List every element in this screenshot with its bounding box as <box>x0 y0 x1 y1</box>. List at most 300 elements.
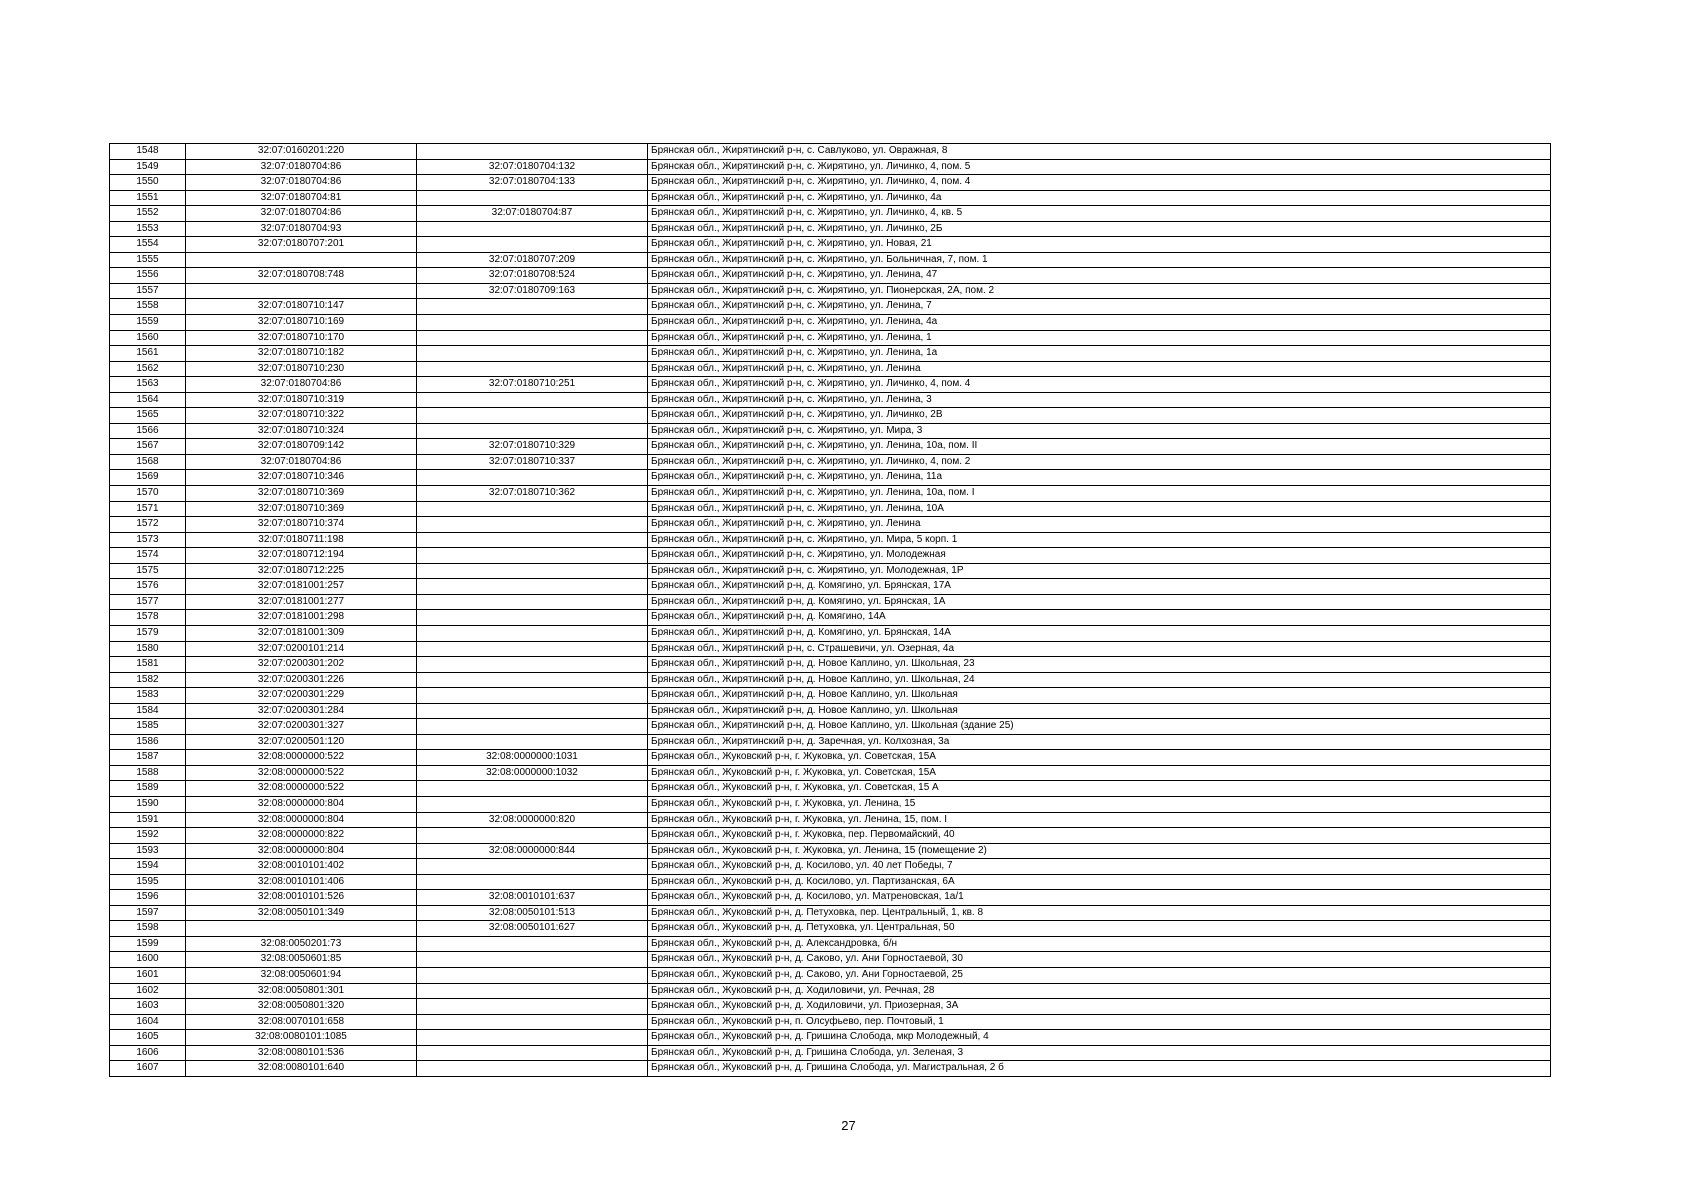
row-number-cell: 1602 <box>110 983 186 999</box>
cadastral-number-cell: 32:08:0050101:349 <box>186 905 417 921</box>
cadastral-number-cell: 32:07:0180704:86 <box>186 175 417 191</box>
cadastral-number-cell: 32:08:0000000:804 <box>186 812 417 828</box>
table-row <box>110 657 1551 673</box>
row-number-cell: 1586 <box>110 734 186 750</box>
address-cell: Брянская обл., Жуковский р-н, д. Петуховка, ул. Центральная, 50 <box>648 921 1551 937</box>
cadastral-number-cell: 32:08:0010101:526 <box>186 890 417 906</box>
table-row <box>110 1045 1551 1061</box>
table-row <box>110 377 1551 393</box>
table-row <box>110 641 1551 657</box>
cadastral-number-cell: 32:08:0010101:402 <box>186 859 417 875</box>
address-cell: Брянская обл., Жуковский р-н, п. Олсуфьево, пер. Почтовый, 1 <box>648 1014 1551 1030</box>
cadastral-number-cell: 32:07:0180710:182 <box>186 346 417 362</box>
table-row <box>110 408 1551 424</box>
related-cadastral-number-cell <box>417 952 648 968</box>
cadastral-number-cell: 32:07:0180710:319 <box>186 392 417 408</box>
row-number-cell: 1568 <box>110 454 186 470</box>
table-row <box>110 703 1551 719</box>
row-number-cell: 1581 <box>110 657 186 673</box>
related-cadastral-number-cell <box>417 936 648 952</box>
row-number-cell: 1577 <box>110 594 186 610</box>
table-row <box>110 454 1551 470</box>
table-row <box>110 967 1551 983</box>
page-number: 27 <box>841 1118 856 1133</box>
table-row <box>110 423 1551 439</box>
related-cadastral-number-cell <box>417 610 648 626</box>
related-cadastral-number-cell: 32:07:0180709:163 <box>417 283 648 299</box>
related-cadastral-number-cell <box>417 330 648 346</box>
address-cell: Брянская обл., Жуковский р-н, г. Жуковка, пер. Первомайский, 40 <box>648 828 1551 844</box>
row-number-cell: 1569 <box>110 470 186 486</box>
table-row <box>110 905 1551 921</box>
cadastral-number-cell <box>186 252 417 268</box>
related-cadastral-number-cell <box>417 517 648 533</box>
related-cadastral-number-cell: 32:08:0000000:820 <box>417 812 648 828</box>
registry-table-body <box>110 144 1551 1077</box>
cadastral-number-cell: 32:08:0050801:320 <box>186 999 417 1015</box>
address-cell: Брянская обл., Жирятинский р-н, с. Жирятино, ул. Молодежная <box>648 548 1551 564</box>
row-number-cell: 1571 <box>110 501 186 517</box>
cadastral-number-cell: 32:07:0180710:369 <box>186 501 417 517</box>
table-row <box>110 206 1551 222</box>
cadastral-number-cell: 32:08:0000000:522 <box>186 750 417 766</box>
related-cadastral-number-cell: 32:07:0180710:251 <box>417 377 648 393</box>
row-number-cell: 1578 <box>110 610 186 626</box>
cadastral-number-cell: 32:07:0180710:170 <box>186 330 417 346</box>
cadastral-number-cell: 32:07:0160201:220 <box>186 144 417 160</box>
related-cadastral-number-cell <box>417 1014 648 1030</box>
related-cadastral-number-cell <box>417 346 648 362</box>
cadastral-number-cell: 32:07:0200301:229 <box>186 688 417 704</box>
row-number-cell: 1579 <box>110 625 186 641</box>
row-number-cell: 1565 <box>110 408 186 424</box>
row-number-cell: 1557 <box>110 283 186 299</box>
address-cell: Брянская обл., Жирятинский р-н, с. Жирятино, ул. Ленина, 11а <box>648 470 1551 486</box>
row-number-cell: 1548 <box>110 144 186 160</box>
row-number-cell: 1573 <box>110 532 186 548</box>
row-number-cell: 1556 <box>110 268 186 284</box>
related-cadastral-number-cell <box>417 657 648 673</box>
table-row <box>110 781 1551 797</box>
row-number-cell: 1554 <box>110 237 186 253</box>
table-row <box>110 330 1551 346</box>
table-row <box>110 999 1551 1015</box>
address-cell: Брянская обл., Жирятинский р-н, с. Жирятино, ул. Ленина, 10а, пом. II <box>648 439 1551 455</box>
table-row <box>110 470 1551 486</box>
related-cadastral-number-cell: 32:07:0180708:524 <box>417 268 648 284</box>
cadastral-number-cell: 32:07:0180704:93 <box>186 221 417 237</box>
address-cell: Брянская обл., Жуковский р-н, д. Ходиловичи, ул. Приозерная, 3А <box>648 999 1551 1015</box>
related-cadastral-number-cell: 32:08:0000000:1032 <box>417 765 648 781</box>
table-row <box>110 548 1551 564</box>
cadastral-number-cell: 32:08:0000000:522 <box>186 765 417 781</box>
related-cadastral-number-cell: 32:07:0180710:337 <box>417 454 648 470</box>
related-cadastral-number-cell <box>417 470 648 486</box>
table-row <box>110 346 1551 362</box>
table-row <box>110 1030 1551 1046</box>
row-number-cell: 1572 <box>110 517 186 533</box>
row-number-cell: 1598 <box>110 921 186 937</box>
address-cell: Брянская обл., Жуковский р-н, г. Жуковка, ул. Советская, 15А <box>648 750 1551 766</box>
cadastral-number-cell: 32:08:0000000:522 <box>186 781 417 797</box>
address-cell: Брянская обл., Жуковский р-н, г. Жуковка, ул. Ленина, 15 <box>648 796 1551 812</box>
address-cell: Брянская обл., Жирятинский р-н, д. Новое Каплино, ул. Школьная, 24 <box>648 672 1551 688</box>
table-row <box>110 252 1551 268</box>
table-row <box>110 283 1551 299</box>
address-cell: Брянская обл., Жирятинский р-н, с. Жирятино, ул. Новая, 21 <box>648 237 1551 253</box>
related-cadastral-number-cell <box>417 315 648 331</box>
related-cadastral-number-cell: 32:08:0050101:513 <box>417 905 648 921</box>
related-cadastral-number-cell <box>417 796 648 812</box>
row-number-cell: 1595 <box>110 874 186 890</box>
address-cell: Брянская обл., Жирятинский р-н, с. Жирятино, ул. Личинко, 2В <box>648 408 1551 424</box>
address-cell: Брянская обл., Жирятинский р-н, д. Новое Каплино, ул. Школьная (здание 25) <box>648 719 1551 735</box>
cadastral-number-cell: 32:07:0181001:298 <box>186 610 417 626</box>
related-cadastral-number-cell <box>417 672 648 688</box>
row-number-cell: 1562 <box>110 361 186 377</box>
address-cell: Брянская обл., Жуковский р-н, д. Саково, ул. Ани Горностаевой, 30 <box>648 952 1551 968</box>
address-cell: Брянская обл., Жирятинский р-н, с. Жирятино, ул. Ленина, 47 <box>648 268 1551 284</box>
table-row <box>110 579 1551 595</box>
related-cadastral-number-cell: 32:08:0010101:637 <box>417 890 648 906</box>
cadastral-number-cell: 32:08:0010101:406 <box>186 874 417 890</box>
address-cell: Брянская обл., Жирятинский р-н, с. Жирятино, ул. Ленина, 7 <box>648 299 1551 315</box>
address-cell: Брянская обл., Жуковский р-н, д. Ходиловичи, ул. Речная, 28 <box>648 983 1551 999</box>
cadastral-number-cell: 32:07:0180710:324 <box>186 423 417 439</box>
cadastral-number-cell: 32:07:0180710:230 <box>186 361 417 377</box>
table-row <box>110 859 1551 875</box>
address-cell: Брянская обл., Жуковский р-н, д. Косилово, ул. Матреновская, 1а/1 <box>648 890 1551 906</box>
related-cadastral-number-cell <box>417 859 648 875</box>
address-cell: Брянская обл., Жирятинский р-н, д. Новое Каплино, ул. Школьная <box>648 688 1551 704</box>
cadastral-number-cell: 32:07:0180707:201 <box>186 237 417 253</box>
address-cell: Брянская обл., Жирятинский р-н, д. Новое Каплино, ул. Школьная <box>648 703 1551 719</box>
table-row <box>110 486 1551 502</box>
address-cell: Брянская обл., Жирятинский р-н, с. Жирятино, ул. Ленина, 1 <box>648 330 1551 346</box>
address-cell: Брянская обл., Жирятинский р-н, д. Комягино, ул. Брянская, 14А <box>648 625 1551 641</box>
address-cell: Брянская обл., Жуковский р-н, д. Гришина Слобода, мкр Молодежный, 4 <box>648 1030 1551 1046</box>
row-number-cell: 1550 <box>110 175 186 191</box>
cadastral-number-cell: 32:07:0180712:225 <box>186 563 417 579</box>
related-cadastral-number-cell <box>417 221 648 237</box>
cadastral-number-cell: 32:07:0180709:142 <box>186 439 417 455</box>
address-cell: Брянская обл., Жирятинский р-н, с. Жирятино, ул. Ленина, 10А <box>648 501 1551 517</box>
address-cell: Брянская обл., Жирятинский р-н, с. Савлуково, ул. Овражная, 8 <box>648 144 1551 160</box>
address-cell: Брянская обл., Жуковский р-н, г. Жуковка, ул. Ленина, 15 (помещение 2) <box>648 843 1551 859</box>
table-row <box>110 501 1551 517</box>
related-cadastral-number-cell <box>417 501 648 517</box>
row-number-cell: 1566 <box>110 423 186 439</box>
row-number-cell: 1591 <box>110 812 186 828</box>
address-cell: Брянская обл., Жирятинский р-н, с. Жирятино, ул. Больничная, 7, пом. 1 <box>648 252 1551 268</box>
row-number-cell: 1580 <box>110 641 186 657</box>
row-number-cell: 1582 <box>110 672 186 688</box>
table-row <box>110 750 1551 766</box>
cadastral-number-cell: 32:07:0180710:374 <box>186 517 417 533</box>
related-cadastral-number-cell: 32:07:0180710:329 <box>417 439 648 455</box>
related-cadastral-number-cell: 32:07:0180704:133 <box>417 175 648 191</box>
related-cadastral-number-cell <box>417 563 648 579</box>
cadastral-number-cell: 32:08:0050601:94 <box>186 967 417 983</box>
address-cell: Брянская обл., Жирятинский р-н, с. Жирятино, ул. Ленина <box>648 517 1551 533</box>
row-number-cell: 1599 <box>110 936 186 952</box>
cadastral-number-cell: 32:08:0080101:536 <box>186 1045 417 1061</box>
row-number-cell: 1590 <box>110 796 186 812</box>
address-cell: Брянская обл., Жирятинский р-н, д. Комягино, 14А <box>648 610 1551 626</box>
address-cell: Брянская обл., Жуковский р-н, д. Гришина Слобода, ул. Зеленая, 3 <box>648 1045 1551 1061</box>
table-row <box>110 392 1551 408</box>
related-cadastral-number-cell <box>417 983 648 999</box>
table-row <box>110 843 1551 859</box>
cadastral-number-cell: 32:07:0180710:169 <box>186 315 417 331</box>
cadastral-number-cell: 32:07:0200301:226 <box>186 672 417 688</box>
cadastral-number-cell: 32:08:0070101:658 <box>186 1014 417 1030</box>
address-cell: Брянская обл., Жирятинский р-н, с. Жирятино, ул. Ленина, 4а <box>648 315 1551 331</box>
cadastral-number-cell: 32:07:0200101:214 <box>186 641 417 657</box>
cadastral-number-cell: 32:07:0181001:277 <box>186 594 417 610</box>
address-cell: Брянская обл., Жирятинский р-н, с. Жирятино, ул. Личинко, 4а <box>648 190 1551 206</box>
related-cadastral-number-cell: 32:08:0050101:627 <box>417 921 648 937</box>
table-row <box>110 237 1551 253</box>
table-row <box>110 625 1551 641</box>
row-number-cell: 1585 <box>110 719 186 735</box>
address-cell: Брянская обл., Жирятинский р-н, с. Жирятино, ул. Ленина, 10а, пом. I <box>648 486 1551 502</box>
row-number-cell: 1606 <box>110 1045 186 1061</box>
table-row <box>110 159 1551 175</box>
cadastral-number-cell <box>186 921 417 937</box>
address-cell: Брянская обл., Жирятинский р-н, с. Жирятино, ул. Ленина <box>648 361 1551 377</box>
row-number-cell: 1587 <box>110 750 186 766</box>
row-number-cell: 1596 <box>110 890 186 906</box>
table-row <box>110 874 1551 890</box>
row-number-cell: 1607 <box>110 1061 186 1077</box>
related-cadastral-number-cell <box>417 237 648 253</box>
cadastral-number-cell: 32:07:0180708:748 <box>186 268 417 284</box>
address-cell: Брянская обл., Жирятинский р-н, с. Жирятино, ул. Личинко, 4, пом. 2 <box>648 454 1551 470</box>
row-number-cell: 1604 <box>110 1014 186 1030</box>
row-number-cell: 1564 <box>110 392 186 408</box>
row-number-cell: 1555 <box>110 252 186 268</box>
row-number-cell: 1576 <box>110 579 186 595</box>
cadastral-number-cell: 32:07:0180710:369 <box>186 486 417 502</box>
table-row <box>110 361 1551 377</box>
row-number-cell: 1593 <box>110 843 186 859</box>
table-row <box>110 952 1551 968</box>
related-cadastral-number-cell <box>417 144 648 160</box>
table-row <box>110 812 1551 828</box>
row-number-cell: 1552 <box>110 206 186 222</box>
table-row <box>110 734 1551 750</box>
table-row <box>110 315 1551 331</box>
row-number-cell: 1553 <box>110 221 186 237</box>
cadastral-number-cell: 32:07:0200301:327 <box>186 719 417 735</box>
related-cadastral-number-cell <box>417 1045 648 1061</box>
address-cell: Брянская обл., Жирятинский р-н, с. Жирятино, ул. Ленина, 3 <box>648 392 1551 408</box>
row-number-cell: 1574 <box>110 548 186 564</box>
row-number-cell: 1600 <box>110 952 186 968</box>
cadastral-number-cell: 32:07:0180712:194 <box>186 548 417 564</box>
related-cadastral-number-cell <box>417 719 648 735</box>
related-cadastral-number-cell <box>417 781 648 797</box>
address-cell: Брянская обл., Жирятинский р-н, с. Жирятино, ул. Личинко, 4, пом. 4 <box>648 377 1551 393</box>
cadastral-number-cell: 32:07:0200501:120 <box>186 734 417 750</box>
row-number-cell: 1594 <box>110 859 186 875</box>
address-cell: Брянская обл., Жирятинский р-н, д. Комягино, ул. Брянская, 1А <box>648 594 1551 610</box>
address-cell: Брянская обл., Жирятинский р-н, с. Жирятино, ул. Личинко, 4, пом. 4 <box>648 175 1551 191</box>
address-cell: Брянская обл., Жирятинский р-н, д. Заречная, ул. Колхозная, 3а <box>648 734 1551 750</box>
table-row <box>110 890 1551 906</box>
row-number-cell: 1584 <box>110 703 186 719</box>
related-cadastral-number-cell: 32:07:0180704:132 <box>417 159 648 175</box>
cadastral-number-cell: 32:07:0180710:147 <box>186 299 417 315</box>
cadastral-number-cell: 32:07:0180710:322 <box>186 408 417 424</box>
table-row <box>110 532 1551 548</box>
related-cadastral-number-cell <box>417 532 648 548</box>
address-cell: Брянская обл., Жуковский р-н, д. Косилово, ул. 40 лет Победы, 7 <box>648 859 1551 875</box>
cadastral-number-cell: 32:07:0180704:86 <box>186 159 417 175</box>
cadastral-number-cell: 32:07:0180704:86 <box>186 377 417 393</box>
related-cadastral-number-cell <box>417 361 648 377</box>
table-row <box>110 688 1551 704</box>
cadastral-number-cell: 32:07:0180711:198 <box>186 532 417 548</box>
related-cadastral-number-cell <box>417 423 648 439</box>
cadastral-number-cell: 32:08:0050201:73 <box>186 936 417 952</box>
related-cadastral-number-cell <box>417 641 648 657</box>
related-cadastral-number-cell <box>417 703 648 719</box>
related-cadastral-number-cell <box>417 1030 648 1046</box>
related-cadastral-number-cell <box>417 967 648 983</box>
related-cadastral-number-cell <box>417 625 648 641</box>
row-number-cell: 1605 <box>110 1030 186 1046</box>
row-number-cell: 1583 <box>110 688 186 704</box>
address-cell: Брянская обл., Жуковский р-н, д. Петуховка, пер. Центральный, 1, кв. 8 <box>648 905 1551 921</box>
table-row <box>110 439 1551 455</box>
table-row <box>110 672 1551 688</box>
address-cell: Брянская обл., Жуковский р-н, г. Жуковка, ул. Советская, 15А <box>648 765 1551 781</box>
cadastral-number-cell: 32:08:0000000:804 <box>186 796 417 812</box>
address-cell: Брянская обл., Жирятинский р-н, с. Жирятино, ул. Личинко, 2Б <box>648 221 1551 237</box>
row-number-cell: 1597 <box>110 905 186 921</box>
address-cell: Брянская обл., Жуковский р-н, г. Жуковка, ул. Советская, 15 А <box>648 781 1551 797</box>
related-cadastral-number-cell <box>417 594 648 610</box>
table-row <box>110 563 1551 579</box>
table-row <box>110 221 1551 237</box>
table-row <box>110 268 1551 284</box>
cadastral-number-cell: 32:08:0080101:1085 <box>186 1030 417 1046</box>
cadastral-number-cell: 32:07:0180710:346 <box>186 470 417 486</box>
related-cadastral-number-cell: 32:08:0000000:844 <box>417 843 648 859</box>
address-cell: Брянская обл., Жирятинский р-н, с. Жирятино, ул. Мира, 5 корп. 1 <box>648 532 1551 548</box>
row-number-cell: 1561 <box>110 346 186 362</box>
related-cadastral-number-cell: 32:07:0180704:87 <box>417 206 648 222</box>
table-row <box>110 299 1551 315</box>
row-number-cell: 1588 <box>110 765 186 781</box>
row-number-cell: 1551 <box>110 190 186 206</box>
address-cell: Брянская обл., Жирятинский р-н, с. Жирятино, ул. Мира, 3 <box>648 423 1551 439</box>
cadastral-number-cell <box>186 283 417 299</box>
table-row <box>110 828 1551 844</box>
table-row <box>110 610 1551 626</box>
cadastral-number-cell: 32:07:0180704:81 <box>186 190 417 206</box>
table-row <box>110 796 1551 812</box>
row-number-cell: 1567 <box>110 439 186 455</box>
row-number-cell: 1603 <box>110 999 186 1015</box>
related-cadastral-number-cell <box>417 392 648 408</box>
row-number-cell: 1589 <box>110 781 186 797</box>
related-cadastral-number-cell <box>417 874 648 890</box>
table-row <box>110 1014 1551 1030</box>
table-row <box>110 936 1551 952</box>
cadastral-number-cell: 32:07:0180704:86 <box>186 206 417 222</box>
table-row <box>110 719 1551 735</box>
cadastral-number-cell: 32:08:0050601:85 <box>186 952 417 968</box>
related-cadastral-number-cell <box>417 688 648 704</box>
row-number-cell: 1601 <box>110 967 186 983</box>
table-row <box>110 921 1551 937</box>
related-cadastral-number-cell <box>417 548 648 564</box>
cadastral-number-cell: 32:07:0180704:86 <box>186 454 417 470</box>
address-cell: Брянская обл., Жирятинский р-н, д. Комягино, ул. Брянская, 17А <box>648 579 1551 595</box>
related-cadastral-number-cell <box>417 734 648 750</box>
table-row <box>110 517 1551 533</box>
address-cell: Брянская обл., Жуковский р-н, д. Косилово, ул. Партизанская, 6А <box>648 874 1551 890</box>
address-cell: Брянская обл., Жуковский р-н, г. Жуковка, ул. Ленина, 15, пом. I <box>648 812 1551 828</box>
related-cadastral-number-cell <box>417 828 648 844</box>
address-cell: Брянская обл., Жуковский р-н, д. Александровка, б/н <box>648 936 1551 952</box>
related-cadastral-number-cell <box>417 190 648 206</box>
address-cell: Брянская обл., Жуковский р-н, д. Саково, ул. Ани Горностаевой, 25 <box>648 967 1551 983</box>
address-cell: Брянская обл., Жирятинский р-н, с. Жирятино, ул. Личинко, 4, кв. 5 <box>648 206 1551 222</box>
table-row <box>110 594 1551 610</box>
table-row <box>110 175 1551 191</box>
address-cell: Брянская обл., Жуковский р-н, д. Гришина Слобода, ул. Магистральная, 2 б <box>648 1061 1551 1077</box>
cadastral-number-cell: 32:08:0050801:301 <box>186 983 417 999</box>
table-row <box>110 144 1551 160</box>
related-cadastral-number-cell <box>417 579 648 595</box>
row-number-cell: 1575 <box>110 563 186 579</box>
cadastral-number-cell: 32:07:0200301:284 <box>186 703 417 719</box>
address-cell: Брянская обл., Жирятинский р-н, д. Новое Каплино, ул. Школьная, 23 <box>648 657 1551 673</box>
related-cadastral-number-cell <box>417 999 648 1015</box>
cadastral-number-cell: 32:08:0080101:640 <box>186 1061 417 1077</box>
row-number-cell: 1549 <box>110 159 186 175</box>
property-registry-table <box>109 143 1551 1077</box>
related-cadastral-number-cell: 32:08:0000000:1031 <box>417 750 648 766</box>
cadastral-number-cell: 32:07:0200301:202 <box>186 657 417 673</box>
address-cell: Брянская обл., Жирятинский р-н, с. Страшевичи, ул. Озерная, 4а <box>648 641 1551 657</box>
related-cadastral-number-cell: 32:07:0180710:362 <box>417 486 648 502</box>
related-cadastral-number-cell <box>417 299 648 315</box>
cadastral-number-cell: 32:08:0000000:804 <box>186 843 417 859</box>
table-row <box>110 765 1551 781</box>
row-number-cell: 1559 <box>110 315 186 331</box>
related-cadastral-number-cell <box>417 408 648 424</box>
cadastral-number-cell: 32:08:0000000:822 <box>186 828 417 844</box>
address-cell: Брянская обл., Жирятинский р-н, с. Жирятино, ул. Личинко, 4, пом. 5 <box>648 159 1551 175</box>
address-cell: Брянская обл., Жирятинский р-н, с. Жирятино, ул. Молодежная, 1Р <box>648 563 1551 579</box>
related-cadastral-number-cell <box>417 1061 648 1077</box>
row-number-cell: 1560 <box>110 330 186 346</box>
row-number-cell: 1563 <box>110 377 186 393</box>
row-number-cell: 1558 <box>110 299 186 315</box>
table-row <box>110 190 1551 206</box>
cadastral-number-cell: 32:07:0181001:257 <box>186 579 417 595</box>
table-row <box>110 1061 1551 1077</box>
row-number-cell: 1570 <box>110 486 186 502</box>
table-row <box>110 983 1551 999</box>
related-cadastral-number-cell: 32:07:0180707:209 <box>417 252 648 268</box>
row-number-cell: 1592 <box>110 828 186 844</box>
